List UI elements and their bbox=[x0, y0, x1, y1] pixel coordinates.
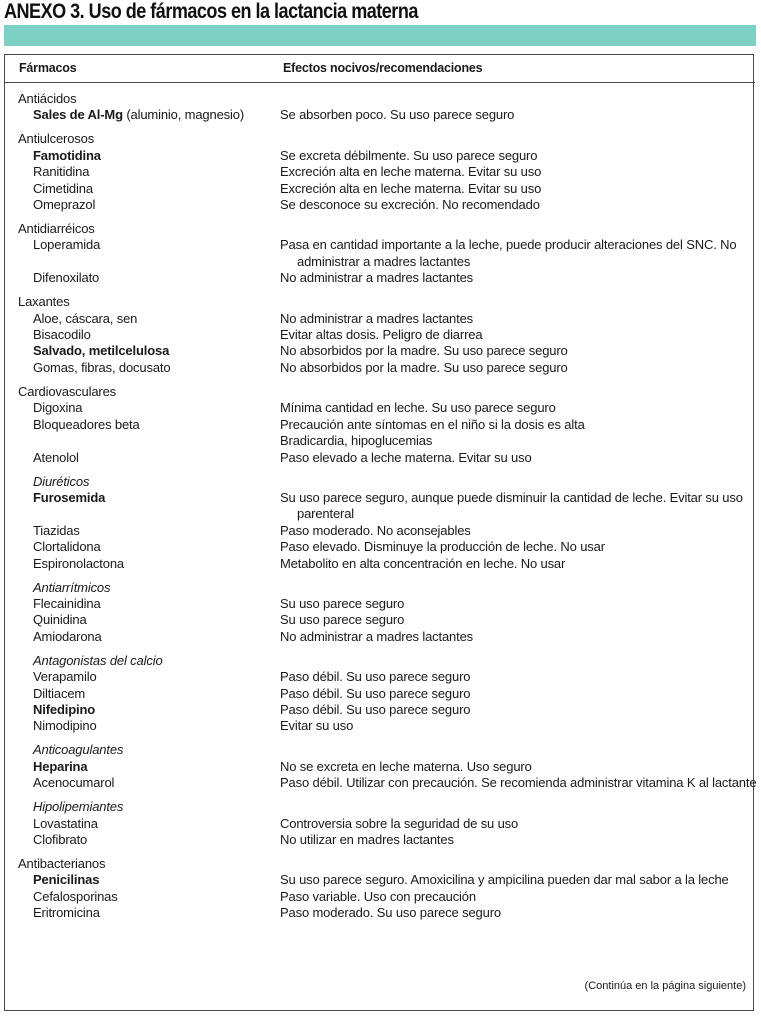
drug-name bbox=[33, 889, 118, 905]
effect-text bbox=[280, 742, 757, 758]
table-row bbox=[18, 759, 746, 775]
category-name bbox=[18, 294, 70, 310]
drug-name bbox=[33, 702, 95, 718]
row-spacer bbox=[18, 466, 746, 474]
effect-text: Paso débil. Utilizar con precaución. Se recomienda administrar vitamina K al lactante bbox=[280, 775, 757, 791]
table-row bbox=[18, 686, 746, 702]
effect-text: Mínima cantidad en leche. Su uso parece seguro bbox=[280, 400, 556, 416]
effect-text: Paso elevado. Disminuye la producción de leche. No usar bbox=[280, 539, 605, 555]
row-spacer bbox=[18, 213, 746, 221]
effect-text: Se desconoce su excreción. No recomendado bbox=[280, 197, 540, 213]
drug-label: Quinidina bbox=[33, 612, 87, 628]
drug-label: Eritromicina bbox=[33, 905, 100, 921]
effect-text bbox=[280, 474, 757, 490]
drug-name bbox=[33, 872, 99, 888]
drug-name bbox=[33, 164, 89, 180]
table-row bbox=[18, 889, 746, 905]
drug-name bbox=[33, 905, 100, 921]
category-row bbox=[18, 221, 746, 237]
drug-name bbox=[33, 775, 114, 791]
drug-label: Cimetidina bbox=[33, 180, 93, 196]
drug-label: Aloe, cáscara, sen bbox=[33, 310, 138, 326]
drug-label: Lovastatina bbox=[33, 815, 98, 831]
table-row bbox=[18, 832, 746, 848]
subcategory-row bbox=[18, 474, 746, 490]
drug-label: Verapamilo bbox=[33, 669, 97, 685]
drug-name bbox=[33, 523, 80, 539]
effect-text bbox=[280, 91, 757, 107]
drug-name bbox=[33, 718, 97, 734]
category-row bbox=[18, 91, 746, 107]
table-row bbox=[18, 629, 746, 645]
effect-text: Controversia sobre la seguridad de su uso bbox=[280, 815, 519, 831]
drug-label: Antibacterianos bbox=[18, 856, 106, 871]
drug-name bbox=[33, 197, 95, 213]
subcategory-row bbox=[18, 580, 746, 596]
drug-label: Bloqueadores beta bbox=[33, 416, 140, 432]
drug-label: Laxantes bbox=[18, 294, 70, 310]
drug-name bbox=[33, 237, 100, 253]
continue-note: (Continúa en la página siguiente) bbox=[584, 980, 746, 992]
page-title: ANEXO 3. Uso de fármacos en la lactancia materna bbox=[4, 0, 418, 23]
effect-text: Evitar su uso bbox=[280, 718, 354, 734]
table-row bbox=[18, 905, 746, 921]
subcategory-name bbox=[33, 742, 123, 758]
drug-name bbox=[33, 816, 98, 832]
subcategory-row bbox=[18, 742, 746, 758]
drug-label: Anticoagulantes bbox=[33, 742, 124, 758]
category-name bbox=[18, 91, 76, 107]
subcategory-name bbox=[33, 580, 110, 596]
table-row bbox=[18, 718, 746, 734]
table-row bbox=[18, 816, 746, 832]
effect-text: No administrar a madres lactantes bbox=[280, 628, 474, 644]
drug-label: Heparina bbox=[33, 758, 88, 774]
row-spacer bbox=[18, 287, 746, 295]
drug-name bbox=[33, 596, 101, 612]
effect-text: Paso variable. Uso con precaución bbox=[280, 888, 476, 904]
effect-text: No absorbidos por la madre. Su uso parece seguro bbox=[280, 343, 568, 359]
table-row bbox=[18, 417, 746, 433]
table-row bbox=[18, 523, 746, 539]
effect-text bbox=[280, 221, 757, 237]
drug-label: Antiácidos bbox=[18, 91, 77, 106]
effect-text: No se excreta en leche materna. Uso seguro bbox=[280, 758, 532, 774]
drug-note: (aluminio, magnesio) bbox=[126, 107, 245, 123]
table-row bbox=[18, 237, 746, 270]
category-name bbox=[18, 221, 95, 237]
drug-name bbox=[33, 832, 87, 848]
table-row bbox=[18, 490, 746, 523]
drug-label: Loperamida bbox=[33, 237, 101, 253]
subcategory-row bbox=[18, 799, 746, 815]
subcategory-name bbox=[33, 474, 89, 490]
effect-text: Su uso parece seguro, aunque puede disminuir la cantidad de leche. Evitar su uso parenteral bbox=[280, 489, 743, 522]
drug-label: Omeprazol bbox=[33, 197, 96, 213]
table-row bbox=[18, 775, 757, 791]
table-row bbox=[18, 311, 746, 327]
drug-label: Sales de Al-Mg bbox=[33, 107, 123, 123]
drug-label: Atenolol bbox=[33, 449, 79, 465]
table-body bbox=[18, 91, 757, 922]
drug-label: Flecainidina bbox=[33, 595, 101, 611]
drug-label: Bisacodilo bbox=[33, 327, 91, 343]
effect-text: Paso débil. Su uso parece seguro bbox=[280, 685, 471, 701]
drug-label: Diuréticos bbox=[33, 473, 90, 489]
table-row bbox=[18, 433, 746, 449]
row-spacer bbox=[18, 792, 746, 800]
drug-name bbox=[33, 490, 105, 506]
drug-label: Antidiarréicos bbox=[18, 221, 95, 237]
effect-text: Su uso parece seguro bbox=[280, 595, 405, 611]
category-row bbox=[18, 384, 746, 400]
row-spacer bbox=[18, 645, 746, 653]
drug-label: Clortalidona bbox=[33, 539, 101, 555]
row-spacer bbox=[18, 376, 746, 384]
effect-text bbox=[280, 384, 757, 400]
effect-text bbox=[280, 799, 757, 815]
drug-name bbox=[33, 539, 101, 555]
row-spacer bbox=[18, 124, 746, 132]
category-name bbox=[18, 131, 94, 147]
drug-name bbox=[33, 148, 101, 164]
effect-text: Excreción alta en leche materna. Evitar su uso bbox=[280, 180, 542, 196]
table-row bbox=[18, 181, 746, 197]
drug-name bbox=[33, 181, 93, 197]
drug-name bbox=[33, 343, 169, 359]
row-spacer bbox=[18, 572, 746, 580]
effect-text bbox=[280, 653, 757, 669]
effect-text: No absorbidos por la madre. Su uso parece seguro bbox=[280, 359, 568, 375]
effect-text: No administrar a madres lactantes bbox=[280, 310, 474, 326]
effect-text: Evitar altas dosis. Peligro de diarrea bbox=[280, 327, 483, 343]
subcategory-name bbox=[33, 799, 123, 815]
drug-label: Diltiacem bbox=[33, 685, 86, 701]
subcategory-name bbox=[33, 653, 163, 669]
drug-name bbox=[33, 417, 140, 433]
drug-name bbox=[33, 360, 170, 376]
effect-text bbox=[280, 294, 757, 310]
table-row bbox=[18, 107, 746, 123]
drug-label: Antiulcerosos bbox=[18, 131, 95, 147]
drug-label: Famotidina bbox=[33, 147, 101, 163]
effect-text: Paso débil. Su uso parece seguro bbox=[280, 669, 471, 685]
drug-label: Cefalosporinas bbox=[33, 888, 118, 904]
category-name bbox=[18, 856, 105, 872]
table-row bbox=[18, 327, 746, 343]
drug-label: Espironolactona bbox=[33, 555, 124, 571]
drug-name bbox=[33, 450, 79, 466]
drug-label: Nifedipino bbox=[33, 701, 96, 717]
row-spacer bbox=[18, 735, 746, 743]
drug-label: Acenocumarol bbox=[33, 775, 115, 791]
table-row bbox=[18, 164, 746, 180]
table-row bbox=[18, 450, 746, 466]
drug-label: Gomas, fibras, docusato bbox=[33, 359, 171, 375]
column-header-effects: Efectos nocivos/recomendaciones bbox=[283, 61, 483, 75]
effect-text: Excreción alta en leche materna. Evitar su uso bbox=[280, 164, 542, 180]
table-row bbox=[18, 360, 746, 376]
drug-label: Amiodarona bbox=[33, 628, 102, 644]
effect-text bbox=[280, 856, 757, 872]
table-row bbox=[18, 400, 746, 416]
effect-text: Paso débil. Su uso parece seguro bbox=[280, 701, 471, 717]
table-row bbox=[18, 270, 746, 286]
category-name bbox=[18, 384, 116, 400]
table-row bbox=[18, 612, 746, 628]
table-row bbox=[18, 669, 746, 685]
drug-label: Hipolipemiantes bbox=[33, 799, 124, 815]
drug-label: Ranitidina bbox=[33, 164, 90, 180]
effect-text: Paso moderado. Su uso parece seguro bbox=[280, 905, 501, 921]
drug-label: Clofibrato bbox=[33, 832, 88, 847]
category-row bbox=[18, 856, 746, 872]
table-row bbox=[18, 702, 746, 718]
drug-name bbox=[33, 311, 137, 327]
table-row bbox=[18, 148, 746, 164]
drug-name bbox=[33, 629, 102, 645]
drug-name bbox=[33, 270, 99, 286]
drug-label: Salvado, metilcelulosa bbox=[33, 343, 170, 359]
header-divider bbox=[5, 82, 755, 83]
effect-text bbox=[280, 131, 757, 147]
effect-text: Paso moderado. No aconsejables bbox=[280, 522, 471, 538]
table-row bbox=[18, 596, 746, 612]
effect-text: No administrar a madres lactantes bbox=[280, 270, 474, 286]
table-row bbox=[18, 197, 746, 213]
category-row bbox=[18, 294, 746, 310]
category-row bbox=[18, 131, 746, 147]
drug-label: Antagonistas del calcio bbox=[33, 652, 163, 668]
effect-text: Su uso parece seguro. Amoxicilina y ampicilina pueden dar mal sabor a la leche bbox=[280, 872, 729, 888]
effect-text: Bradicardia, hipoglucemias bbox=[280, 433, 433, 449]
drug-name bbox=[33, 107, 244, 123]
drug-label: Cardiovasculares bbox=[18, 383, 117, 399]
effect-text: No utilizar en madres lactantes bbox=[280, 832, 454, 847]
table-row bbox=[18, 539, 746, 555]
drug-label: Difenoxilato bbox=[33, 270, 100, 286]
drug-name bbox=[33, 400, 82, 416]
drug-name bbox=[33, 759, 87, 775]
drug-label: Antiarrítmicos bbox=[33, 579, 111, 595]
effect-text: Pasa en cantidad importante a la leche, puede producir alteraciones del SNC. No administrar a madres lactantes bbox=[280, 237, 737, 269]
effect-text: Su uso parece seguro bbox=[280, 612, 405, 628]
drug-name bbox=[33, 669, 97, 685]
table-row bbox=[18, 872, 746, 888]
drug-label: Furosemida bbox=[33, 489, 106, 505]
row-spacer bbox=[18, 848, 746, 856]
column-header-drugs: Fármacos bbox=[19, 61, 77, 75]
subcategory-row bbox=[18, 653, 746, 669]
drug-name bbox=[33, 556, 124, 572]
drug-label: Digoxina bbox=[33, 400, 83, 416]
effect-text: Paso elevado a leche materna. Evitar su uso bbox=[280, 449, 532, 465]
drug-label: Penicilinas bbox=[33, 872, 100, 888]
drug-name bbox=[33, 686, 85, 702]
effect-text: Metabolito en alta concentración en leche. No usar bbox=[280, 555, 566, 571]
table-row bbox=[18, 343, 746, 359]
drug-label: Tiazidas bbox=[33, 522, 80, 538]
effect-text: Precaución ante síntomas en el niño si la dosis es alta bbox=[280, 416, 585, 432]
drug-label: Nimodipino bbox=[33, 718, 97, 734]
effect-text bbox=[280, 580, 757, 596]
drug-name bbox=[33, 327, 91, 343]
effect-text: Se absorben poco. Su uso parece seguro bbox=[280, 107, 515, 123]
drug-name bbox=[33, 612, 87, 628]
effect-text: Se excreta débilmente. Su uso parece seguro bbox=[280, 147, 538, 163]
table-row bbox=[18, 556, 746, 572]
title-band bbox=[4, 25, 756, 46]
